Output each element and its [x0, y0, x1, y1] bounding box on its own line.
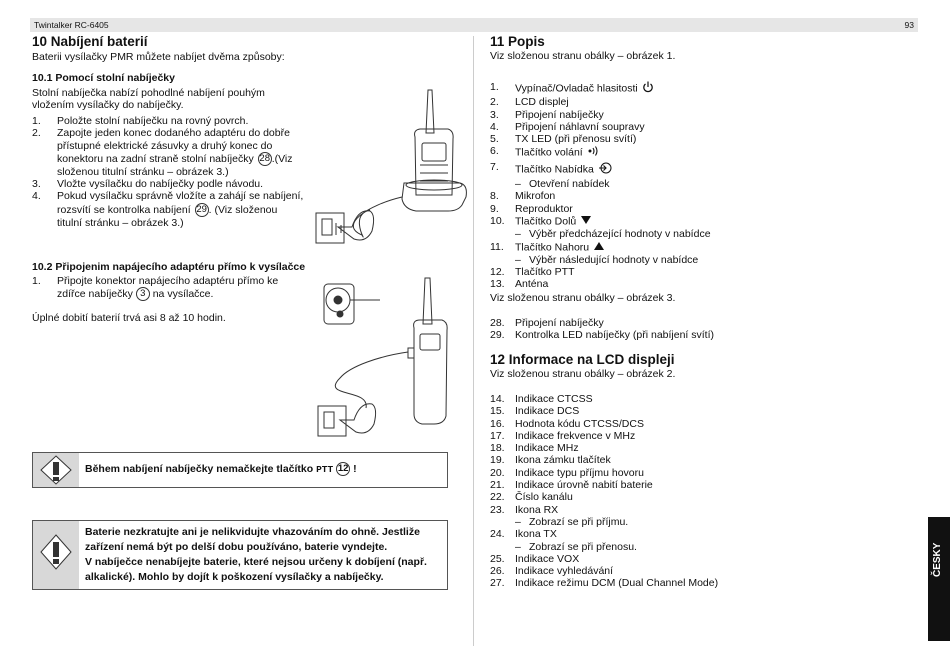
section-11-intro2: Viz složenou stranu obálky – obrázek 3.: [490, 292, 676, 304]
list-item: 17. Indikace frekvence v MHz: [490, 429, 636, 442]
menu-icon: [598, 161, 612, 178]
radio-adapter-illustration: [310, 276, 470, 446]
list-item: 28. Připojení nabíječky: [490, 317, 604, 329]
exclamation-icon: [33, 521, 79, 589]
charge-time-note: Úplné dobití baterií trvá asi 8 až 10 hodin.: [32, 312, 226, 324]
list-item: 10. Tlačítko Dolů: [490, 215, 711, 228]
call-icon: [587, 145, 599, 160]
callout-number: 3: [136, 287, 150, 301]
list-subitem: – Výběr předcházející hodnoty v nabídce: [515, 228, 711, 241]
power-icon: [642, 81, 654, 96]
section-10-title: 10 Nabíjení baterií: [32, 34, 148, 49]
list-item: 7. Tlačítko Nabídka: [490, 161, 711, 178]
up-arrow-icon: [593, 241, 605, 254]
list-item: 29. Kontrolka LED nabíječky (při nabíjení svítí): [490, 329, 715, 342]
section-10-1-para: Stolní nabíječka nabízí pohodlné nabíjení pouhým vložením vysílačky do nabíječky.: [32, 87, 265, 112]
header-title: Twintalker RC-6405: [34, 20, 109, 30]
warning-box-ptt: Během nabíjení nabíječky nemačkejte tlačítko PTT 12 !: [32, 452, 448, 488]
adapter-steps-list: [32, 275, 278, 301]
list-item: 21. Indikace úrovně nabití baterie: [490, 479, 653, 492]
list-item: 3. Připojení nabíječky: [490, 108, 604, 121]
list-item: 1. Položte stolní nabíječku na rovný povrch.: [32, 115, 249, 127]
page-header: [30, 18, 918, 32]
warning-ptt-text: Během nabíjení nabíječky nemačkejte tlačítko: [85, 463, 314, 475]
list-item: 8. Mikrofon: [490, 190, 556, 203]
section-12-intro: Viz složenou stranu obálky – obrázek 2.: [490, 368, 676, 380]
section-10-2-title: 10.2 Připojenim napájecího adaptéru přímo k vysílačce: [32, 261, 306, 273]
warning-box-battery: [32, 520, 448, 590]
ptt-label: PTT: [316, 464, 334, 475]
section-10-1-title: 10.1 Pomocí stolní nabíječky: [32, 72, 175, 84]
list-item: 5. TX LED (při přenosu svítí): [490, 133, 637, 146]
callout-number: 12: [337, 463, 349, 475]
callout-number: 29: [196, 203, 207, 215]
warning-icon-bg: [33, 453, 79, 487]
list-subitem: – Zobrazí se při příjmu.: [515, 515, 629, 528]
list-item: 18. Indikace MHz: [490, 442, 579, 455]
list-item: 2. LCD displej: [490, 96, 569, 109]
list-item: 19. Ikona zámku tlačítek: [490, 454, 611, 467]
section-11-title: 11 Popis: [490, 34, 545, 49]
list-item: 11. Tlačítko Nahoru: [490, 241, 711, 254]
list-subitem: – Zobrazí se při přenosu.: [515, 540, 637, 553]
list-item: 14. Indikace CTCSS: [490, 393, 593, 405]
desktop-charger-illustration: [308, 85, 468, 250]
parts-list-2: [490, 317, 714, 342]
list-item: 2. Zapojte jeden konec dodaného adaptéru do dobře přístupné elektrické zásuvky a druhý konec do konektoru na zadní straně stolní nabíječky 28 .(Viz složenou titulní stránku – obrázek 3.): [32, 127, 293, 178]
list-item: 12. Tlačítko PTT: [490, 266, 575, 279]
list-item: 25. Indikace VOX: [490, 552, 580, 565]
language-tab: ČESKY: [928, 517, 950, 641]
list-item: 4. Pokud vysílačku správně vložíte a zahájí se nabíjení, rozsvítí se kontrolka nabíjení 29 . (Viz složenou titulní stránku – obrázek 3.): [32, 190, 304, 229]
list-subitem: – Otevření nabídek: [515, 178, 610, 191]
callout-number: 28: [259, 152, 270, 164]
list-item: 4. Připojení náhlavní soupravy: [490, 120, 645, 133]
list-item: 20. Indikace typu příjmu hovoru: [490, 466, 644, 479]
list-item: 26. Indikace vyhledávání: [490, 565, 614, 578]
list-item: 1. Připojte konektor napájecího adaptéru přímo ke zdířce nabíječky 3 na vysílačce.: [32, 275, 279, 301]
column-divider: [473, 36, 474, 646]
lcd-info-list: [490, 393, 718, 590]
charging-steps-list: [32, 115, 303, 229]
list-item: 23. Ikona RX: [490, 503, 559, 516]
warning-icon-bg: [33, 521, 79, 589]
list-item: 1. Vypínač/Ovladač hlasitosti: [490, 81, 711, 96]
page-number: 93: [904, 20, 914, 30]
list-item: 16. Hodnota kódu CTCSS/DCS: [490, 417, 644, 430]
list-item: 9. Reproduktor: [490, 202, 573, 215]
list-item: 27. Indikace režimu DCM (Dual Channel Mode): [490, 577, 719, 590]
list-item: 13. Anténa: [490, 278, 549, 291]
section-10-intro: Baterii vysílačky PMR můžete nabíjet dvěma způsoby:: [32, 51, 285, 63]
list-item: 22. Číslo kanálu: [490, 491, 573, 504]
exclamation-icon: [33, 453, 79, 487]
parts-list: [490, 81, 711, 291]
section-12-title: 12 Informace na LCD displeji: [490, 352, 675, 367]
list-item: 15. Indikace DCS: [490, 405, 580, 418]
list-item: 24. Ikona TX: [490, 528, 557, 541]
list-subitem: – Výběr následující hodnoty v nabídce: [515, 253, 699, 266]
warning-battery-text: Baterie nezkratujte ani je nelikvidujte vhazováním do ohně. Jestliže zařízení nemá být po delší dobu používáno, baterie vyndejte. V nabíječce nenabíjejte baterie, které nejsou určeny k dobíjení (např. alkalické). Mohlo by dojít k poškození vysílačky a nabíječky.: [85, 526, 427, 583]
list-item: 3. Vložte vysílačku do nabíječky podle návodu.: [32, 178, 264, 191]
list-item: 6. Tlačítko volání: [490, 145, 711, 160]
section-11-intro: Viz složenou stranu obálky – obrázek 1.: [490, 50, 676, 62]
down-arrow-icon: [580, 215, 592, 228]
